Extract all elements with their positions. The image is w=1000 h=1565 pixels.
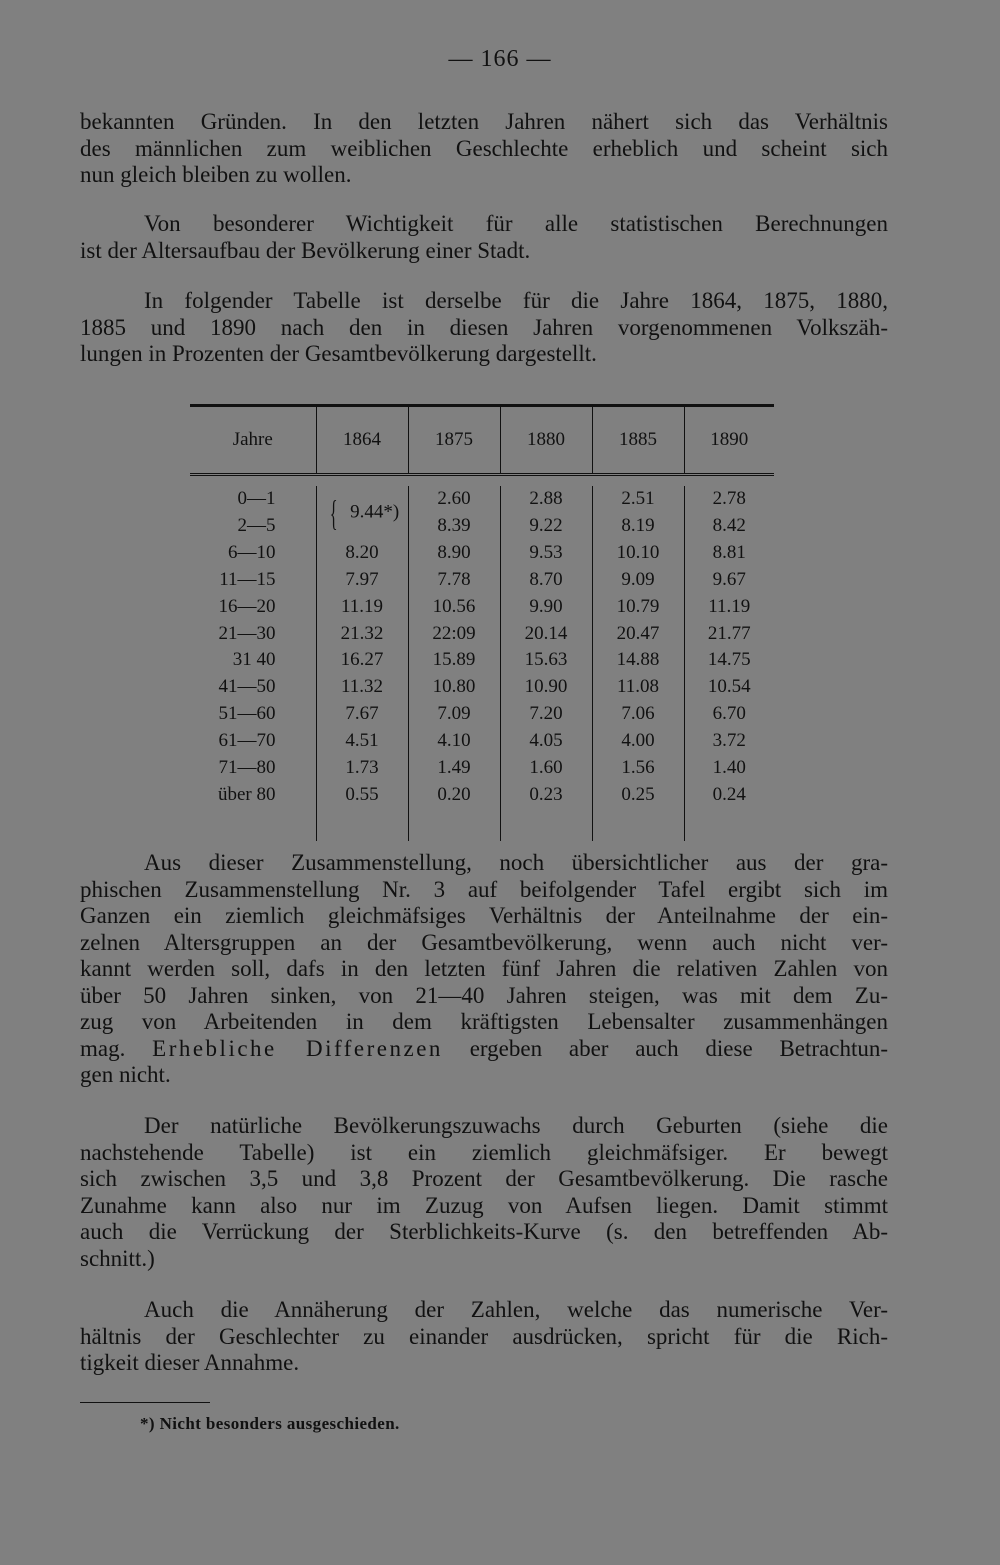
table-cell: 51—60 xyxy=(218,703,276,725)
table-cell: 1.60 xyxy=(500,755,592,782)
table-cell: 21.32 xyxy=(316,621,408,648)
merged-value: 9.44*) xyxy=(350,501,400,523)
table-cell: 16.27 xyxy=(316,647,408,674)
table-cell: 7.20 xyxy=(500,701,592,728)
text-line: lungen in Prozenten der Gesamtbevölkerung dargestellt. xyxy=(80,341,597,366)
text-line: ist der Altersaufbau der Bevölkerung einer Stadt. xyxy=(80,237,531,263)
table-cell: 2—5 xyxy=(237,514,276,536)
text-line: zug von Arbeitenden in dem kräftigsten Lebensalter zusammenhängen xyxy=(80,1009,888,1034)
text-line: nun gleich bleiben zu wollen. xyxy=(80,162,352,187)
table-cell: 15.89 xyxy=(408,647,500,674)
table-cell: über 80 xyxy=(217,783,276,805)
table-row xyxy=(190,728,774,755)
text-line: hältnis der Geschlechter zu einander ausdrücken, spricht für die Rich- xyxy=(80,1323,888,1349)
text-line: 1885 und 1890 nach den in diesen Jahren vorgenommenen Volkszäh- xyxy=(80,314,888,340)
column-header: 1880 xyxy=(500,407,592,475)
column-header: 1864 xyxy=(316,407,408,475)
table-row xyxy=(190,540,774,567)
table-cell: 11—15 xyxy=(219,568,276,590)
text-segment: ergeben aber auch diese Betrachtun- xyxy=(469,1035,889,1061)
text-line: auch die Verrückung der Sterblichkeits-Kurve (s. den betreffenden Ab- xyxy=(80,1219,888,1244)
footnote-rule xyxy=(80,1402,210,1403)
table-row xyxy=(190,594,774,621)
table-row xyxy=(190,486,774,513)
table-cell: 7.09 xyxy=(408,701,500,728)
table-cell: 7.78 xyxy=(408,567,500,594)
table-cell: 10.10 xyxy=(592,540,684,567)
table-cell xyxy=(316,486,408,540)
table-cell: 11.19 xyxy=(684,594,774,621)
table-cell: 11.32 xyxy=(316,674,408,701)
text-line xyxy=(80,1036,888,1063)
table-row xyxy=(190,755,774,782)
brace-symbol: { xyxy=(329,492,338,533)
emphasized-text: Erhebliche Differenzen xyxy=(152,1035,443,1061)
table-cell: 20.47 xyxy=(592,621,684,648)
table-cell: 14.75 xyxy=(684,647,774,674)
text-line: tigkeit dieser Annahme. xyxy=(80,1350,300,1375)
text-line: schnitt.) xyxy=(80,1245,155,1271)
table-cell: 8.90 xyxy=(408,540,500,567)
table-cell: 8.42 xyxy=(684,513,774,540)
paragraph-4 xyxy=(80,850,888,1089)
column-header: 1890 xyxy=(684,407,774,475)
table-cell: 10.54 xyxy=(684,674,774,701)
paragraph-5 xyxy=(80,1113,888,1272)
table-cell: 6—10 xyxy=(228,541,276,563)
text-line: kannt werden soll, dafs in den letzten fünf Jahren die relativen Zahlen von xyxy=(80,956,888,981)
text-line: des männlichen zum weiblichen Geschlechte erheblich und scheint sich xyxy=(80,135,888,161)
table-cell: 4.10 xyxy=(408,728,500,755)
table-cell: 10.79 xyxy=(592,594,684,621)
table-cell: 2.51 xyxy=(592,486,684,513)
table-cell: 16—20 xyxy=(218,595,276,617)
text-line: phischen Zusammenstellung Nr. 3 auf beifolgender Tafel ergibt sich im xyxy=(80,876,888,902)
paragraph-3 xyxy=(80,288,888,368)
table-cell: 31 40 xyxy=(232,649,276,671)
age-distribution-table xyxy=(190,404,774,841)
table-cell: 0.24 xyxy=(684,782,774,809)
table-cell: 8.20 xyxy=(316,540,408,567)
table-row xyxy=(190,701,774,728)
column-header: 1885 xyxy=(592,407,684,475)
table-cell: 61—70 xyxy=(218,730,276,752)
table-cell: 1.40 xyxy=(684,755,774,782)
table-cell: 1.49 xyxy=(408,755,500,782)
table-cell: 0.23 xyxy=(500,782,592,809)
table-header-row xyxy=(190,407,774,475)
table-cell: 14.88 xyxy=(592,647,684,674)
table-cell: 0.55 xyxy=(316,782,408,809)
table-cell: 11.08 xyxy=(592,674,684,701)
table-cell: 21.77 xyxy=(684,621,774,648)
table-cell: 9.67 xyxy=(684,567,774,594)
table-cell: 0.25 xyxy=(592,782,684,809)
table-cell: 8.39 xyxy=(408,513,500,540)
table-cell: 15.63 xyxy=(500,647,592,674)
table-cell: 10.90 xyxy=(500,674,592,701)
table-row xyxy=(190,513,774,540)
table-cell: 71—80 xyxy=(218,757,276,779)
text-line: sich zwischen 3,5 und 3,8 Prozent der Gesamtbevölkerung. Die rasche xyxy=(80,1166,888,1191)
table-cell: 2.78 xyxy=(684,486,774,513)
table-cell: 2.60 xyxy=(408,486,500,513)
text-line: Ganzen ein ziemlich gleichmäfsiges Verhältnis der Anteilnahme der ein- xyxy=(80,903,888,928)
table-cell: 20.14 xyxy=(500,621,592,648)
table-cell: 4.51 xyxy=(316,728,408,755)
table-cell: 4.00 xyxy=(592,728,684,755)
table-row xyxy=(190,674,774,701)
table-cell: 21—30 xyxy=(218,622,276,644)
paragraph-6 xyxy=(80,1297,888,1377)
table-cell: 6.70 xyxy=(684,701,774,728)
table-cell: 7.67 xyxy=(316,701,408,728)
table-row xyxy=(190,567,774,594)
table-cell: 0.20 xyxy=(408,782,500,809)
column-header: 1875 xyxy=(408,407,500,475)
table-cell: 3.72 xyxy=(684,728,774,755)
table-cell: 8.81 xyxy=(684,540,774,567)
text-line: Der natürliche Bevölkerungszuwachs durch Geburten (siehe die xyxy=(144,1113,888,1138)
table-cell: 22:09 xyxy=(408,621,500,648)
text-line: Auch die Annäherung der Zahlen, welche das numerische Ver- xyxy=(144,1297,888,1322)
table-cell: 10.56 xyxy=(408,594,500,621)
table-cell: 41—50 xyxy=(218,676,276,698)
table-row xyxy=(190,647,774,674)
text-segment: mag. xyxy=(80,1035,126,1061)
table-cell: 9.90 xyxy=(500,594,592,621)
table-cell: 9.53 xyxy=(500,540,592,567)
table-cell: 4.05 xyxy=(500,728,592,755)
text-line: bekannten Gründen. In den letzten Jahren nähert sich das Verhältnis xyxy=(80,109,888,134)
table-cell: 0—1 xyxy=(237,488,276,509)
text-line: nachstehende Tabelle) ist ein ziemlich gleichmäfsiger. Er bewegt xyxy=(80,1139,888,1165)
table-cell: 7.06 xyxy=(592,701,684,728)
table-cell: 11.19 xyxy=(316,594,408,621)
text-line: über 50 Jahren sinken, von 21—40 Jahren steigen, was mit dem Zu- xyxy=(80,982,888,1008)
footnote: *) Nicht besonders ausgeschieden. xyxy=(140,1414,400,1433)
table-row xyxy=(190,621,774,648)
paragraph-1 xyxy=(80,109,888,189)
text-line: Aus dieser Zusammenstellung, noch übersichtlicher aus der gra- xyxy=(144,850,888,875)
table-cell: 1.56 xyxy=(592,755,684,782)
table-cell: 10.80 xyxy=(408,674,500,701)
table-row xyxy=(190,782,774,809)
table-cell: 1.73 xyxy=(316,755,408,782)
text-line: zelnen Altersgruppen an der Gesamtbevölkerung, wenn auch nicht ver- xyxy=(80,929,888,955)
table-cell: 9.09 xyxy=(592,567,684,594)
table-cell: 7.97 xyxy=(316,567,408,594)
text-line: In folgender Tabelle ist derselbe für die Jahre 1864, 1875, 1880, xyxy=(144,288,888,313)
text-line: gen nicht. xyxy=(80,1062,171,1087)
table-cell: 8.70 xyxy=(500,567,592,594)
text-line: Von besonderer Wichtigkeit für alle statistischen Berechnungen xyxy=(144,211,888,236)
table-cell: 9.22 xyxy=(500,513,592,540)
table-cell: 2.88 xyxy=(500,486,592,513)
table-cell: 8.19 xyxy=(592,513,684,540)
paragraph-2 xyxy=(80,211,888,264)
column-header: Jahre xyxy=(190,407,316,475)
text-line: Zunahme kann also nur im Zuzug von Aufsen liegen. Damit stimmt xyxy=(80,1192,888,1218)
page-number: — 166 — xyxy=(448,46,552,72)
